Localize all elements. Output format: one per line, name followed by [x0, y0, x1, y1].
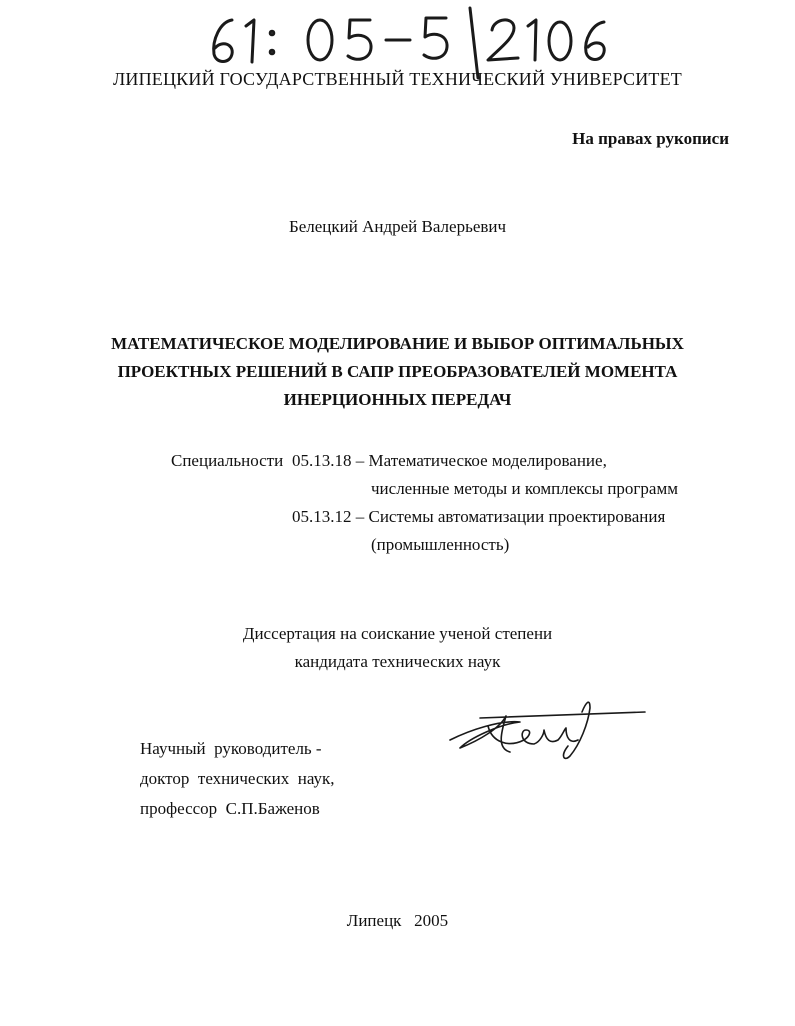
advisor-line: доктор технических наук,: [140, 769, 335, 788]
author-name: Белецкий Андрей Валерьевич: [288, 217, 507, 236]
specialty-code: 05.13.12: [292, 507, 352, 526]
manuscript-rights-note: На правах рукописи: [572, 129, 729, 148]
specialties-label: Специальности: [171, 451, 284, 470]
advisor-line: профессор С.П.Баженов: [140, 799, 320, 818]
university-name: ЛИПЕЦКИЙ ГОСУДАРСТВЕННЫЙ ТЕХНИЧЕСКИЙ УНИВЕРСИТЕТ: [112, 69, 683, 89]
degree-line: кандидата технических наук: [294, 652, 501, 671]
specialty-name: – Системы автоматизации проектирования: [355, 507, 666, 526]
signature-icon: [440, 690, 650, 770]
advisor-line: Научный руководитель -: [140, 739, 322, 758]
city-and-year: Липецк 2005: [346, 911, 449, 930]
signature-drawing: [440, 690, 650, 770]
dissertation-title: [110, 330, 685, 414]
specialty-name: – Математическое моделирование,: [355, 451, 607, 470]
specialty-code: 05.13.18: [292, 451, 352, 470]
specialty-name-continued: (промышленность): [371, 535, 510, 554]
specialty-2: [292, 503, 665, 531]
title-line: ПРОЕКТНЫХ РЕШЕНИЙ В САПР ПРЕОБРАЗОВАТЕЛЕЙ МОМЕНТА: [117, 362, 678, 381]
handwritten-number-drawing: [0, 0, 795, 80]
scientific-advisor: [140, 734, 335, 824]
degree-line: Диссертация на соискание ученой степени: [242, 624, 553, 643]
handwritten-archive-number: [0, 0, 795, 80]
title-line: МАТЕМАТИЧЕСКОЕ МОДЕЛИРОВАНИЕ И ВЫБОР ОПТИМАЛЬНЫХ: [111, 334, 684, 353]
title-line: ИНЕРЦИОННЫХ ПЕРЕДАЧ: [283, 390, 512, 409]
specialty-1: [292, 447, 607, 475]
specialty-name-continued: численные методы и комплексы программ: [371, 479, 678, 498]
degree-statement: [0, 620, 795, 676]
